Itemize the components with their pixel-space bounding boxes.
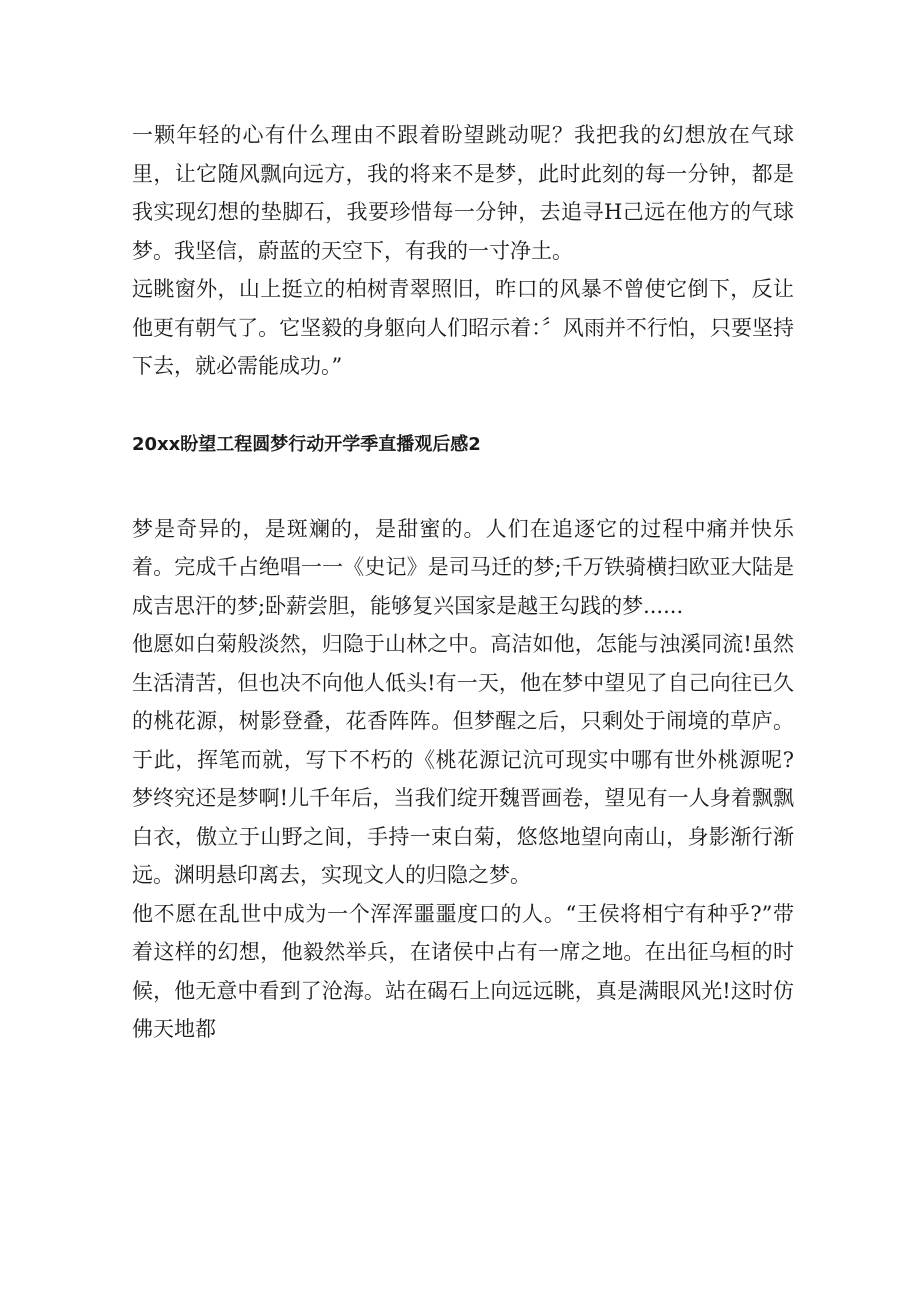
paragraph: 他不愿在乱世中成为一个浑浑噩噩度口的人。“王侯将相宁有种乎?”带着这样的幻想，他毅然举兵，在诸侯中占有一席之地。在出征乌桓的时候，他无意中看到了沧海。站在碣石上向远远眺，真是满眼风光!这时仿佛天地都 (132, 901, 794, 1041)
section-heading: 20xx盼望工程圆梦行动开学季直播观后感2 (132, 433, 481, 455)
paragraph: 梦是奇异的，是斑斓的，是甜蜜的。人们在追逐它的过程中痛并快乐着。完成千占绝唱一一《史记》是司马迁的梦;千万铁骑横扫欧亚大陆是成吉思汗的梦;卧薪尝胆，能够复兴国家是越王勾践的梦...... (132, 516, 794, 618)
paragraph: 一颗年轻的心有什么理由不跟着盼望跳动呢？我把我的幻想放在气球里，让它随风飘向远方，我的将来不是梦，此时此刻的每一分钟，都是我实现幻想的垫脚石，我要珍惜每一分钟，去追寻H己远在他方的气球梦。我坚信，蔚蓝的天空下，有我的一寸净土。 (132, 123, 794, 263)
document-body (132, 116, 794, 1049)
paragraph: 他愿如白菊般淡然，归隐于山林之中。高洁如他，怎能与浊溪同流!虽然生活清苦，但也决不向他人低头!有一天，他在梦中望见了自己向往已久的桃花源，树影登叠，花香阵阵。但梦醒之后，只剩处于闹境的草庐。于此，挥笔而就，写下不朽的《桃花源记沆可现实中哪有世外桃源呢?梦终究还是梦啊!儿千年后，当我们绽开魏晋画卷，望见有一人身着飘飘白衣，傲立于山野之间，手持一束白菊，悠悠地望向南山，身影渐行渐远。渊明悬印离去，实现文人的归隐之梦。 (132, 632, 794, 887)
paragraph: 远眺窗外，山上挺立的柏树青翠照旧，昨口的风暴不曾使它倒下，反让他更有朝气了。它坚毅的身躯向人们昭示着：〞风雨并不行怕，只要坚持下去，就必需能成功。” (132, 277, 794, 378)
